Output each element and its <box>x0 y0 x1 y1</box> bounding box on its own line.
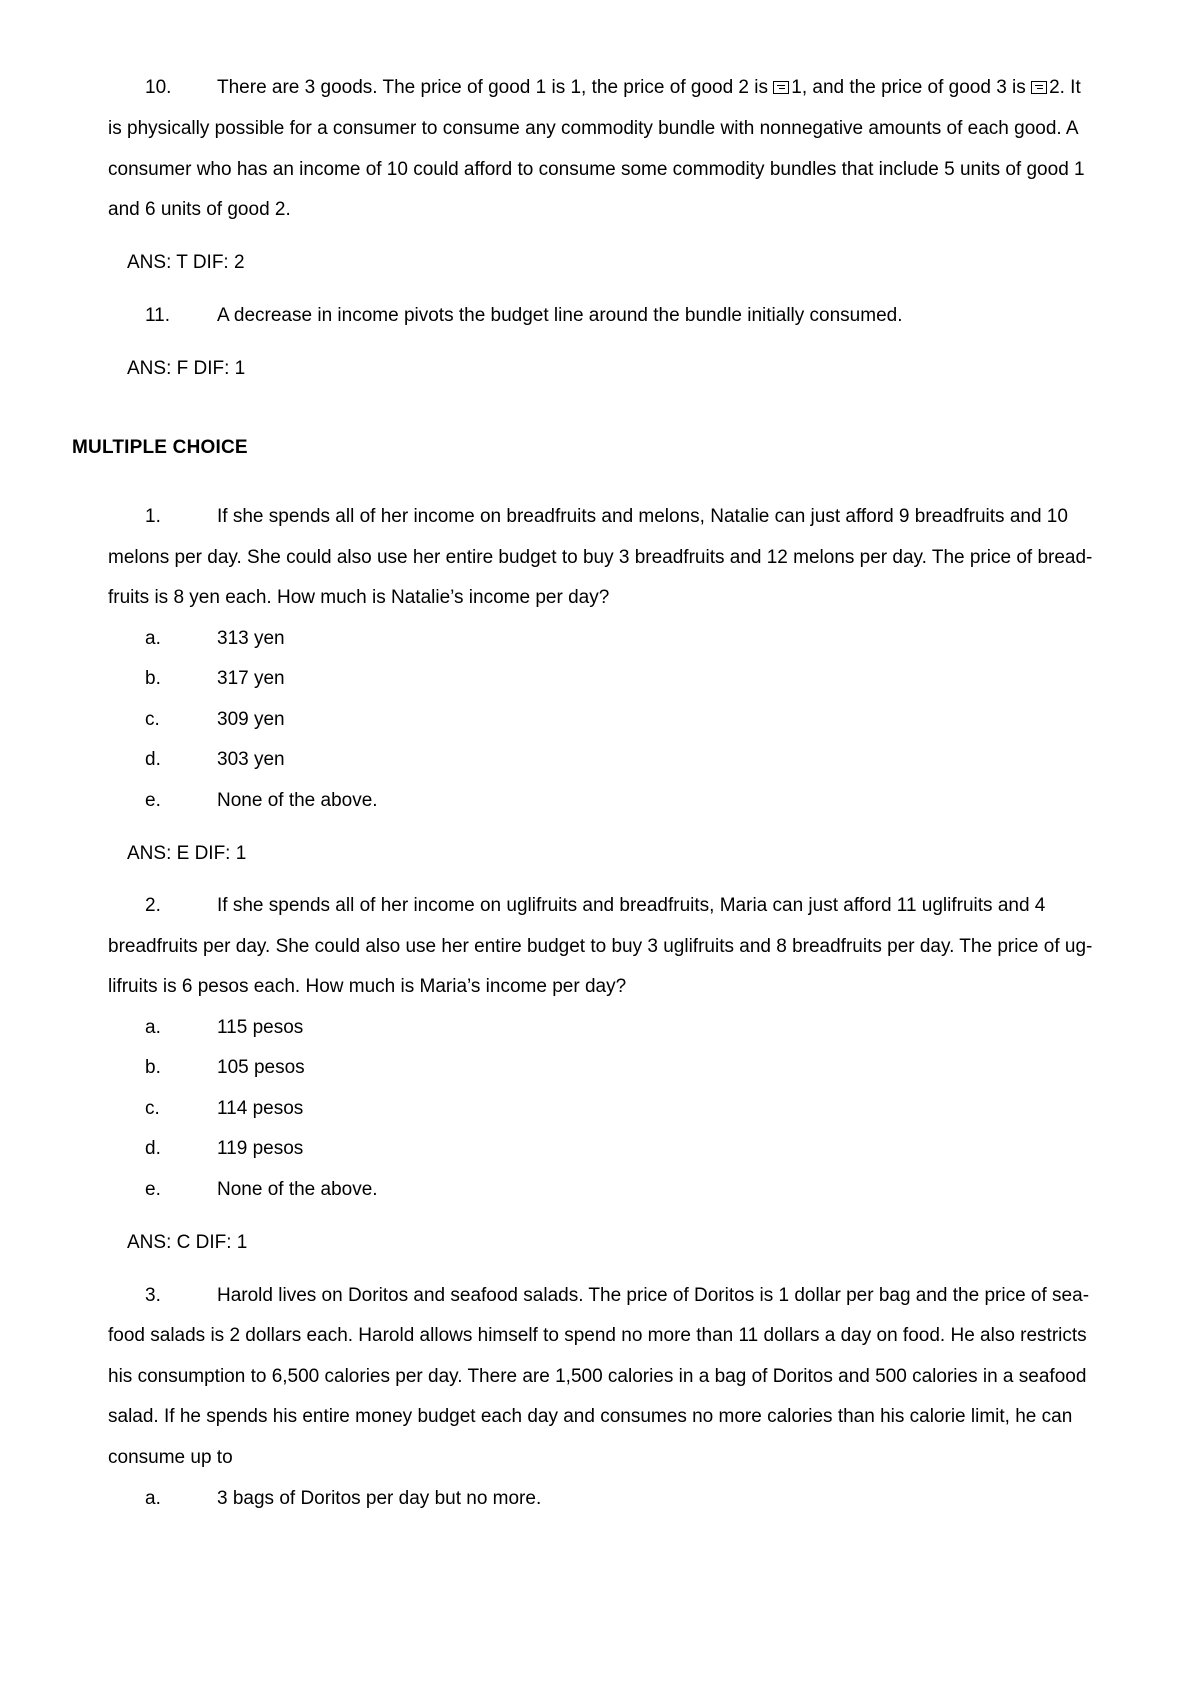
choice-letter: b. <box>145 1057 161 1078</box>
question-text: breadfruits per day. She could also use her entire budget to buy 3 uglifruits and 8 breadfruits per day. The price of ug- <box>108 936 1093 957</box>
question-text: salad. If he spends his entire money budget each day and consumes no more calories than his calorie limit, he can <box>108 1406 1073 1427</box>
question-text: A decrease in income pivots the budget line around the bundle initially consumed. <box>217 305 903 326</box>
answer-line: ANS: C DIF: 1 <box>127 1232 248 1253</box>
choice-text: 105 pesos <box>217 1057 305 1078</box>
question-text: If she spends all of her income on uglifruits and breadfruits, Maria can just afford 11 uglifruits and 4 <box>217 895 1046 916</box>
answer-line: ANS: T DIF: 2 <box>127 252 245 273</box>
choice-option <box>145 1488 541 1510</box>
question-text: consume up to <box>108 1447 233 1468</box>
choice-option <box>145 1098 303 1120</box>
choice-letter: e. <box>145 1179 161 1200</box>
mc-question-2-line1 <box>145 895 1045 917</box>
question-text: Harold lives on Doritos and seafood salads. The price of Doritos is 1 dollar per bag and the price of sea- <box>217 1285 1090 1306</box>
choice-text: 317 yen <box>217 668 285 689</box>
choice-letter: b. <box>145 668 161 689</box>
question-text: 2. It <box>1049 77 1081 98</box>
choice-option <box>145 1057 305 1079</box>
choice-text: 114 pesos <box>217 1098 304 1119</box>
choice-letter: a. <box>145 1017 161 1038</box>
question-text: food salads is 2 dollars each. Harold allows himself to spend no more than 11 dollars a day on food. He also restricts <box>108 1325 1087 1346</box>
question-text: is physically possible for a consumer to consume any commodity bundle with nonnegative amounts of each good. A <box>108 118 1079 139</box>
choice-option <box>145 709 285 731</box>
question-text: melons per day. She could also use her entire budget to buy 3 breadfruits and 12 melons per day. The price of bread- <box>108 547 1093 568</box>
choice-text: 3 bags of Doritos per day but no more. <box>217 1488 542 1509</box>
question-text: consumer who has an income of 10 could afford to consume some commodity bundles that include 5 units of good 1 <box>108 159 1085 180</box>
choice-text: 303 yen <box>217 749 285 770</box>
choice-option <box>145 668 285 690</box>
section-title: MULTIPLE CHOICE <box>72 437 248 458</box>
question-text: and 6 units of good 2. <box>108 199 291 220</box>
question-text: lifruits is 6 pesos each. How much is Maria’s income per day? <box>108 976 627 997</box>
question-text: There are 3 goods. The price of good 1 is 1, the price of good 2 is <box>217 77 774 98</box>
choice-option <box>145 749 285 771</box>
question-number: 3. <box>145 1285 161 1306</box>
choice-option <box>145 1017 303 1039</box>
question-number: 11. <box>145 305 171 326</box>
choice-letter: c. <box>145 709 160 730</box>
choice-letter: a. <box>145 1488 161 1509</box>
choice-text: 115 pesos <box>217 1017 304 1038</box>
choice-letter: e. <box>145 790 161 811</box>
choice-letter: d. <box>145 1138 161 1159</box>
question-text: his consumption to 6,500 calories per day. There are 1,500 calories in a bag of Doritos and 500 calories in a seafood <box>108 1366 1087 1387</box>
question-text: fruits is 8 yen each. How much is Natalie’s income per day? <box>108 587 610 608</box>
choice-text: None of the above. <box>217 1179 378 1200</box>
mc-question-3-line1 <box>145 1285 1089 1307</box>
choice-option <box>145 1138 303 1160</box>
choice-option <box>145 628 285 650</box>
tf-question-10-line1 <box>145 77 1081 99</box>
choice-option <box>145 1179 378 1201</box>
choice-text: 119 pesos <box>217 1138 304 1159</box>
answer-line: ANS: F DIF: 1 <box>127 358 246 379</box>
question-number: 10. <box>145 77 172 98</box>
mc-question-1-line1 <box>145 506 1068 528</box>
choice-text: 309 yen <box>217 709 285 730</box>
choice-option <box>145 790 378 812</box>
choice-letter: a. <box>145 628 161 649</box>
choice-letter: c. <box>145 1098 160 1119</box>
answer-line: ANS: E DIF: 1 <box>127 843 247 864</box>
choice-text: None of the above. <box>217 790 378 811</box>
question-number: 1. <box>145 506 161 527</box>
symbol-box-icon <box>773 81 789 94</box>
question-text: 1, and the price of good 3 is <box>791 77 1032 98</box>
choice-letter: d. <box>145 749 161 770</box>
question-text: If she spends all of her income on breadfruits and melons, Natalie can just afford 9 breadfruits and 10 <box>217 506 1068 527</box>
tf-question-11-line1 <box>145 305 903 327</box>
question-number: 2. <box>145 895 161 916</box>
symbol-box-icon <box>1031 81 1047 94</box>
choice-text: 313 yen <box>217 628 285 649</box>
